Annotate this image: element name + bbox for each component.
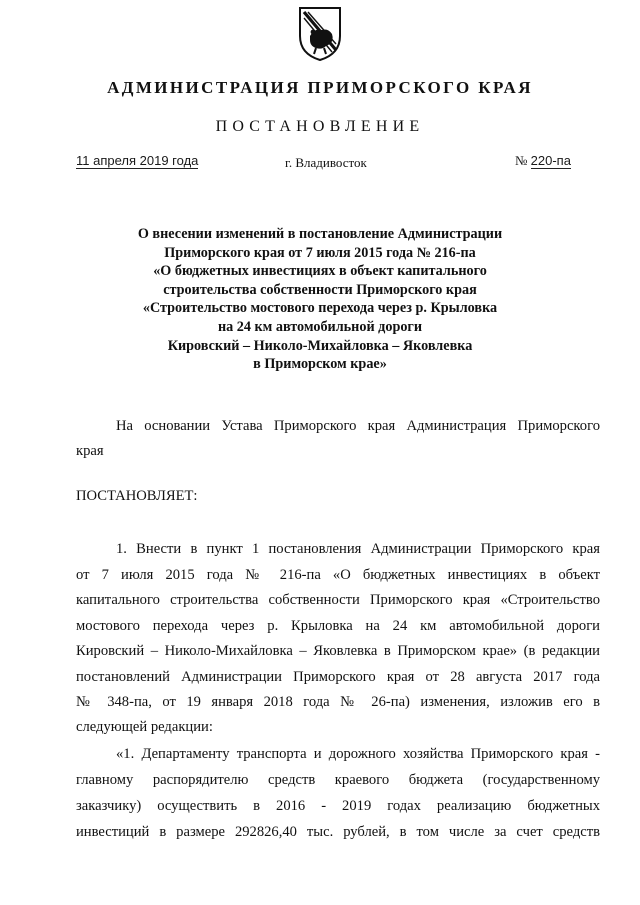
- paragraph-line: На основании Устава Приморского края Администрация Приморского: [116, 418, 600, 434]
- paragraph-line: главному распорядителю средств краевого бюджета (государственному: [76, 772, 600, 788]
- coat-of-arms-emblem: [296, 6, 344, 62]
- document-number: [515, 153, 571, 169]
- paragraph-line: постановлений Администрации Приморского края от 28 августа 2017 года: [76, 669, 600, 685]
- paragraph-line: заказчику) осуществить в 2016 - 2019 годах реализацию бюджетных: [76, 798, 600, 814]
- paragraph-line: «1. Департаменту транспорта и дорожного хозяйства Приморского края -: [116, 746, 600, 762]
- document-city: г. Владивосток: [285, 155, 367, 170]
- title-line: Кировский – Николо-Михайловка – Яковлевка: [167, 337, 473, 354]
- title-line: Приморского края от 7 июля 2015 года № 216-па: [164, 244, 476, 261]
- title-line: на 24 км автомобильной дороги: [217, 318, 423, 335]
- paragraph-line: 1. Внести в пункт 1 постановления Администрации Приморского края: [116, 541, 600, 557]
- number-value: 220-па: [530, 153, 571, 168]
- paragraph-line: края: [76, 443, 104, 459]
- resolve-heading: ПОСТАНОВЛЯЕТ:: [76, 488, 198, 504]
- title-line: строительства собственности Приморского края: [163, 281, 477, 298]
- title-line: «Строительство мостового перехода через р. Крыловка: [142, 300, 498, 317]
- document-title: [90, 225, 550, 374]
- title-line: О внесении изменений в постановление Администрации: [137, 226, 503, 242]
- paragraph-line: от 7 июля 2015 года № 216-па «О бюджетных инвестициях в объект: [76, 567, 600, 583]
- paragraph-line: Кировский – Николо-Михайловка – Яковлевка в Приморском крае» (в редакции: [76, 643, 600, 659]
- paragraph-line: капитального строительства собственности Приморского края «Строительство: [76, 592, 600, 608]
- paragraph-line: инвестиций в размере 292826,40 тыс. рублей, в том числе за счет средств: [76, 824, 600, 840]
- paragraph-line: № 348-па, от 19 января 2018 года № 26-па) изменения, изложив его в: [76, 694, 600, 710]
- title-line: «О бюджетных инвестициях в объект капитального: [153, 263, 487, 280]
- document-type: ПОСТАНОВЛЕНИЕ: [215, 118, 425, 135]
- paragraph-line: следующей редакции:: [76, 719, 213, 735]
- document-date: 11 апреля 2019 года: [76, 153, 199, 168]
- number-prefix: №: [515, 153, 528, 168]
- paragraph-line: мостового перехода через р. Крыловка на 24 км автомобильной дороги: [76, 618, 600, 634]
- organization-name: АДМИНИСТРАЦИЯ ПРИМОРСКОГО КРАЯ: [107, 78, 533, 97]
- title-line: в Приморском крае»: [253, 356, 387, 373]
